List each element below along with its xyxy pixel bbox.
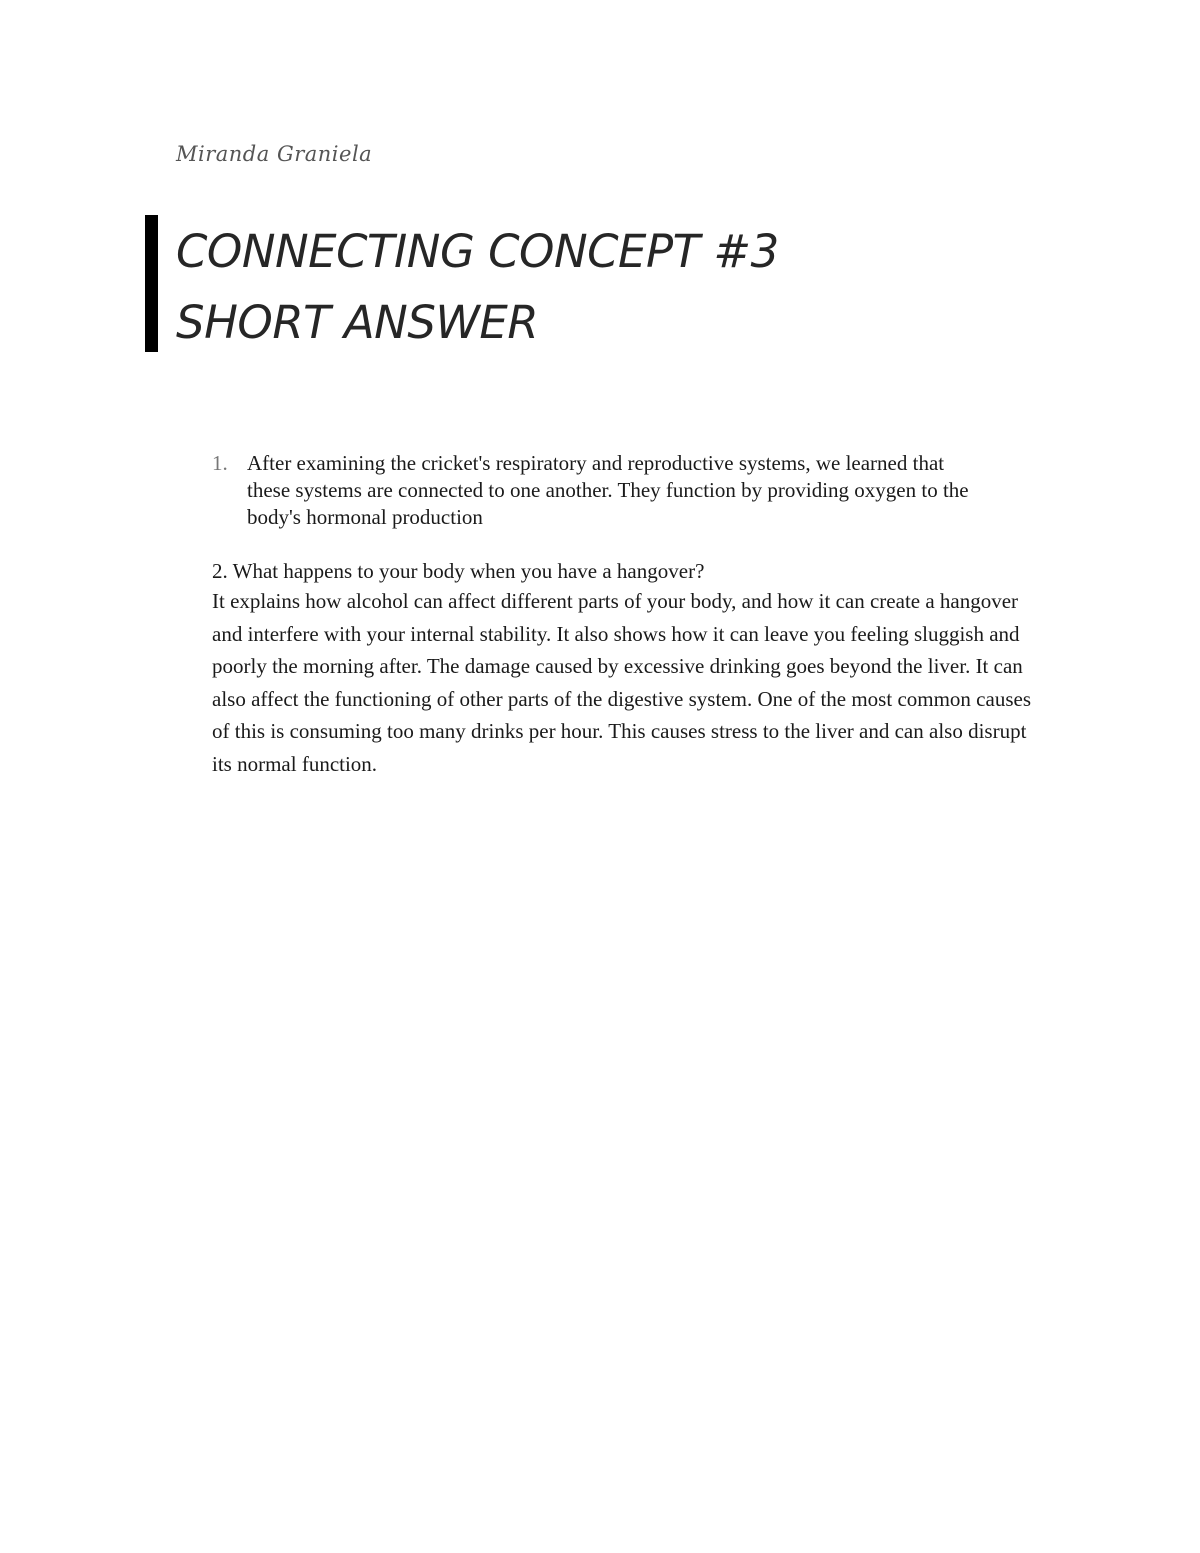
list-item-2 (212, 558, 1042, 781)
title-line-1: CONNECTING CONCEPT #3 (176, 225, 779, 278)
question-text: 2. What happens to your body when you have a hangover? (212, 559, 705, 583)
title-accent-bar (145, 215, 158, 352)
list-item-1 (212, 450, 992, 531)
list-item-text: After examining the cricket's respiratory and reproductive systems, we learned that these systems are connected to one another. They function by providing oxygen to the body's hormonal production (247, 451, 969, 529)
list-item-number: 1. (212, 451, 228, 475)
author-name: Miranda Graniela (176, 142, 373, 166)
title-line-2: SHORT ANSWER (176, 296, 539, 349)
answer-paragraph: It explains how alcohol can affect different parts of your body, and how it can create a hangover and interfere with your internal stability. It also shows how it can leave you feeling sluggish and poorly the morning after. The damage caused by excessive drinking goes beyond the liver. It can also affect the functioning of other parts of the digestive system. One of the most common causes of this is consuming too many drinks per hour. This causes stress to the liver and can also disrupt its normal function. (212, 589, 1031, 776)
page-title (176, 216, 779, 358)
